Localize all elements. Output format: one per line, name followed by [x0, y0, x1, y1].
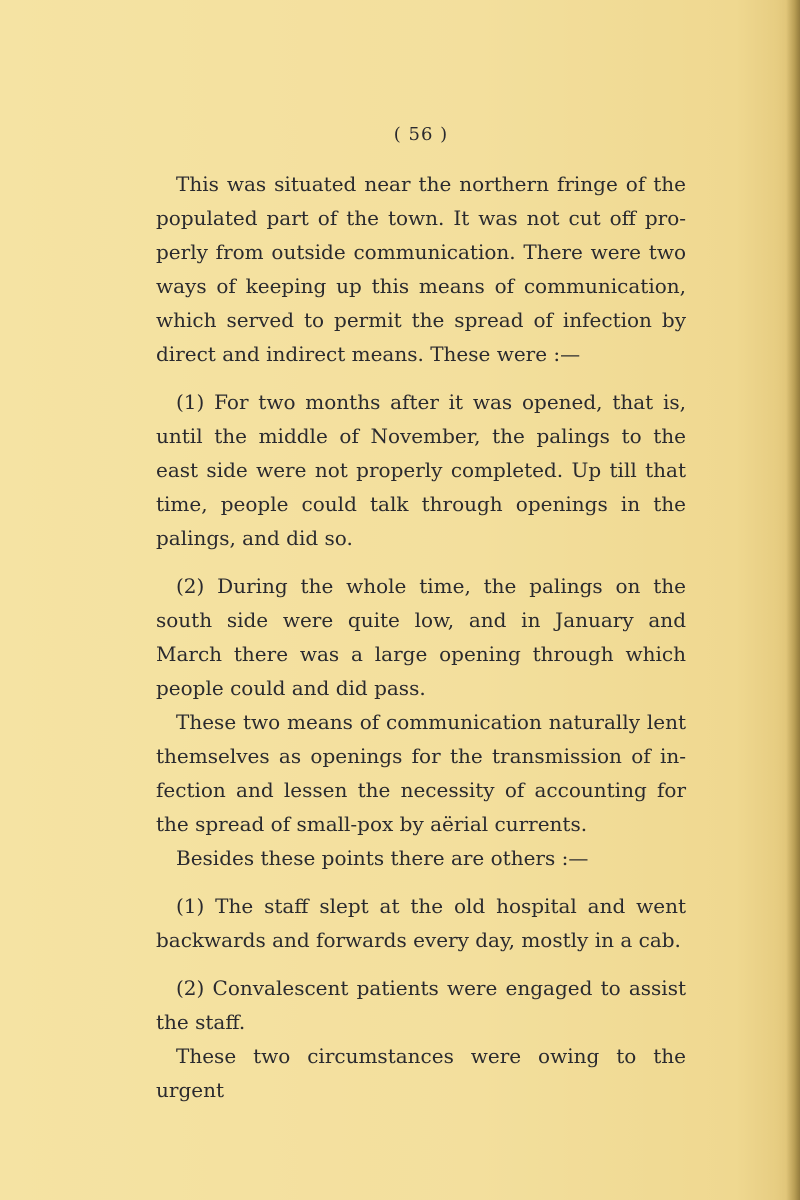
paragraph-3: (2) During the whole time, the palings on the south side were quite low, and in January and March there was a large opening through which people could and did pass. — [156, 574, 686, 700]
paragraph-6: (1) The staff slept at the old hospital and went backwards and forwards every day, mostly in a cab. — [156, 894, 686, 952]
paragraph-1: This was situated near the northern fringe of the populated part of the town. It was not cut off properly from outside communication. There were two ways of keeping up this means of communication, which served to permit the spread of infection by direct and indirect means. These were :— — [156, 172, 686, 366]
paragraph-5: Besides these points there are others :— — [176, 846, 589, 870]
paragraph-2: (1) For two months after it was opened, that is, until the middle of November, the palings to the east side were not properly completed. Up till that time, people could talk through openings in the palings, and did so. — [156, 390, 686, 550]
paragraph-8: These two circumstances were owing to the urgent — [156, 1044, 686, 1102]
paragraph-4: These two means of communication naturally lent themselves as openings for the transmission of infection and lessen the necessity of accounting for the spread of small-pox by aërial currents. — [156, 710, 686, 836]
paragraph-7: (2) Convalescent patients were engaged to assist the staff. — [156, 976, 686, 1034]
page-number: ( 56 ) — [393, 124, 449, 145]
text-block — [156, 118, 686, 1107]
page-edge — [786, 0, 800, 1200]
